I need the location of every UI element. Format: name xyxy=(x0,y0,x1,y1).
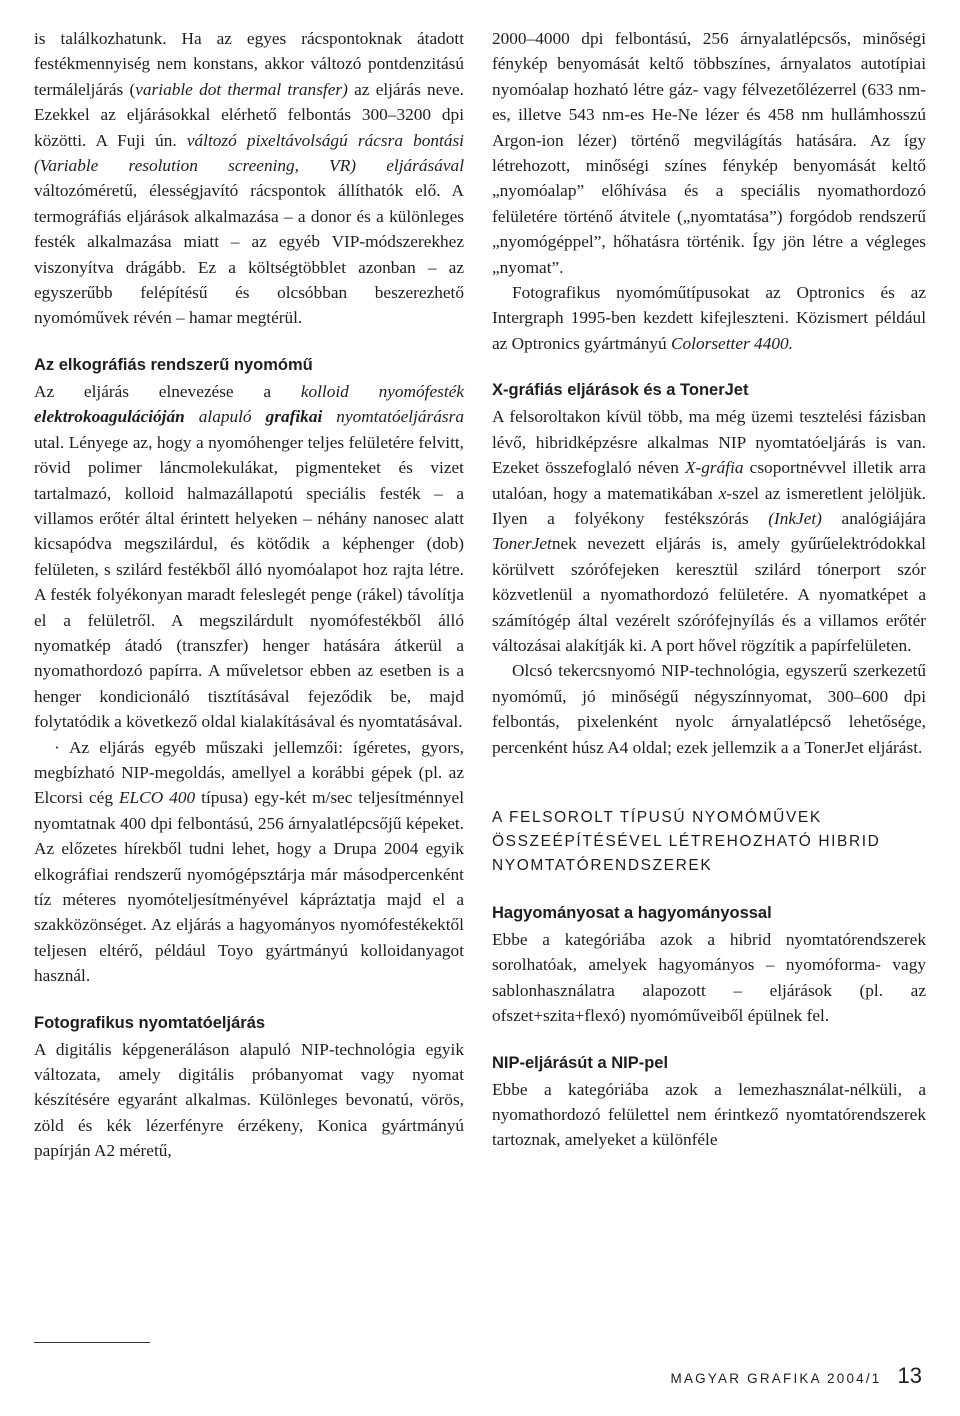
paragraph-xgrafia xyxy=(492,404,926,658)
heading-xgrafia: X-gráfiás eljárások és a TonerJet xyxy=(492,381,749,400)
heading-hagyomanyos: Hagyományosat a hagyományossal xyxy=(492,903,772,922)
text-run: típusa) egy-két m/sec teljesítménnyel nyomtatnak 400 dpi felbontású, 256 árnyalatlépcsőjű képeket. Az előzetes hírekből tudni lehet, hogy a Drupa 2004 egyik elkográfiai rendszerű nyomógépsztárja már másodpercenként tíz méteres nyomóteljesítményével kápráztatja majd el a szakközönséget. Az eljárás a hagyományos nyomófestékektől teljesen eltérő, például Toyo gyártmányú kolloidanyagot használ. xyxy=(34,788,465,986)
text-run-italic: alapuló xyxy=(184,407,266,427)
text-run: is találkozhatunk. Ha az egyes rácspontoknak átadott festékmennyiség nem konstans, akkor változó pontdenzitású termáleljárás ( xyxy=(34,29,464,99)
text-run: Az eljárás elnevezése a xyxy=(34,381,301,401)
text-run: -szel az ismeretlent jelöljük. Ilyen a folyékony festékszórás xyxy=(492,483,926,528)
text-run-italic: kolloid nyomófesték xyxy=(300,381,464,401)
paragraph-elkografia xyxy=(34,379,464,735)
text-run: nek nevezett eljárás is, amely gyűrűelektródokkal körülvett szórófejeken keresztül szilárd tónerport szór közvetlenül a nyomathordozó felületére. A nyomatképet a számítógép által vezérelt szórófejnyílás és a villamos erőtér változásai alakítják ki. A port hővel rögzítik a papírfelületen. xyxy=(492,534,926,655)
text-run: utal. Lényege az, hogy a nyomóhenger teljes felületére felvitt, rövid polimer láncmolekulákat, pigmenteket és vizet tartalmazó, kolloid halmazállapotú speciális festék – a villamos erőtér által érintett helyeken – néhány nanosec alatt kicsapódva megszilárdul, és kötődik a képhenger (dob) felületen, s szilárd festékből álló nyomóalapot hoz rajta létre. A festék folyékonyan maradt feleslegét penge (rákel) távolítja el a felületről. A megszilárdult nyomófestékből álló nyomatkép átadó (transzfer) henger hatására átkerül a nyomathordozó papírra. A műveletsor ebben az esetben is a henger kondicionáló tisztításával fejeződik be, majd folytatódik a következő oldal kialakításával és nyomtatásával. xyxy=(34,432,464,732)
text-run-italic: TonerJet xyxy=(492,534,552,554)
text-run-bold-italic: grafikai xyxy=(265,407,323,427)
paragraph-fotografikus-cont: 2000–4000 dpi felbontású, 256 árnyalatlépcsős, minőségi fénykép benyomását keltő többszínes, árnyalatos autotípiai nyomóalap hozható létre gáz- vagy félvezetőlézerrel (633 nm-es, illetve 543 nm-es He-Ne lézer és 458 nm hullámhosszú Argon-ion lézer) történő megvilágítás hatására. Az így létrehozott, minőségi színes fénykép benyomását keltő „nyomóalap” előhívása és a speciális nyomathordozó felületére történő átvitele („nyomtatása”) forgódob rendszerű „nyomógéppel”, hőhatásra történik. Így jön létre a végleges „nyomat”. xyxy=(492,29,926,277)
paragraph-tonerjet: Olcsó tekercsnyomó NIP-technológia, egyszerű szerkezetű nyomómű, jó minőségű négyszínnyomat, 300–600 dpi felbontás, pixelenként nyolc árnyalatlépcső lehetősége, percenként húsz A4 oldal; ezek jellemzik a a TonerJet eljárást. xyxy=(492,661,926,757)
text-run-italic: (InkJet) xyxy=(768,508,822,528)
section-heading-hybrid: A FELSOROLT TÍPUSÚ NYOMÓMŰVEK ÖSSZEÉPÍTÉSÉVEL LÉTREHOZHATÓ HIBRID NYOMTATÓRENDSZEREK xyxy=(492,808,881,874)
paragraph-termografia xyxy=(34,26,464,331)
paragraph-elkografia-features xyxy=(34,735,464,989)
text-run: az eljárás neve. Ezekkel az eljárásokkal elérhető felbontás 300–3200 dpi közötti. A Fuji ún. xyxy=(34,79,464,150)
paragraph-fotografikus: A digitális képgeneráláson alapuló NIP-technológia egyik változata, amely digitális próbanyomat vagy nyomat készítésére egyaránt alkalmas. Különleges bevonatú, vörös, zöld és kék lézerfényre érzékeny, Konica gyártmányú papírján A2 méretű, xyxy=(34,1039,464,1161)
text-run-italic: variable dot thermal transfer) xyxy=(135,79,348,99)
paragraph-hagyomanyos: Ebbe a kategóriába azok a hibrid nyomtatórendszerek sorolhatóak, amelyek hagyományos – nyomóforma- vagy sablonhasználatra alapozott – eljárások (pl. az ofszet+szita+flexó) nyomóműveiből épülnek fel. xyxy=(492,929,926,1026)
paragraph-nip: Ebbe a kategóriába azok a lemezhasználat-nélküli, a nyomathordozó felülettel nem érintkező nyomtatórendszerek tartoznak, amelyeket a különféle xyxy=(492,1079,926,1150)
left-column xyxy=(34,26,464,1164)
heading-nip: NIP-eljárásút a NIP-pel xyxy=(492,1053,669,1072)
text-run: · Az eljárás egyéb műszaki jellemzői: ígéretes, gyors, megbízható NIP-megoldás, amellyel a korábbi gépek (pl. az Elcorsi cég xyxy=(34,737,464,808)
text-run: analógiájára xyxy=(821,508,926,528)
text-run-bold-italic: elektrokoagulációján xyxy=(34,407,185,427)
page-number: 13 xyxy=(897,1363,922,1388)
text-run-italic: Colorsetter 4400. xyxy=(671,333,793,353)
text-run: változóméretű, élességjavító rácspontok állíthatók elő. A termográfiás eljárások alkalmazása – a donor és a különleges festék alkalmazása miatt – az egyéb VIP-módszerekhez viszonyítva drágább. Ez a költségtöbblet azonban – az egyszerűbb felépítésű és olcsóbban beszerezhető nyomóművek révén – hamar megtérül. xyxy=(34,181,464,328)
paragraph-optronics xyxy=(492,280,926,356)
text-run: csoportnévvel illetik arra utalóan, hogy a matematikában xyxy=(492,458,926,503)
text-run-italic: X-gráfia xyxy=(684,458,744,478)
footnote-rule xyxy=(34,1342,150,1343)
magazine-name: MAGYAR GRAFIKA 2004/1 xyxy=(670,1371,882,1386)
text-run-italic: nyomtatóeljárásra xyxy=(322,407,464,427)
text-run-italic: x xyxy=(718,483,727,503)
text-run-italic: változó pixeltávolságú rácsra bontási (Variable resolution screening, VR) eljárásával xyxy=(34,130,464,176)
text-run: A felsoroltakon kívül több, ma még üzemi tesztelési fázisban lévő, hibridképzésre alkalmas NIP nyomtatóeljárás is van. Ezeket összefoglaló néven xyxy=(492,407,926,478)
right-column xyxy=(492,26,926,1153)
page-footer xyxy=(671,1363,923,1389)
text-run-italic: ELCO 400 xyxy=(119,788,196,808)
heading-elkografia: Az elkográfiás rendszerű nyomómű xyxy=(34,355,313,374)
heading-fotografikus: Fotografikus nyomtatóeljárás xyxy=(34,1013,266,1032)
text-run: Fotografikus nyomóműtípusokat az Optronics és az Intergraph 1995-ben kezdett kifejleszteni. Közismert például az Optronics gyártmányú xyxy=(492,283,926,353)
